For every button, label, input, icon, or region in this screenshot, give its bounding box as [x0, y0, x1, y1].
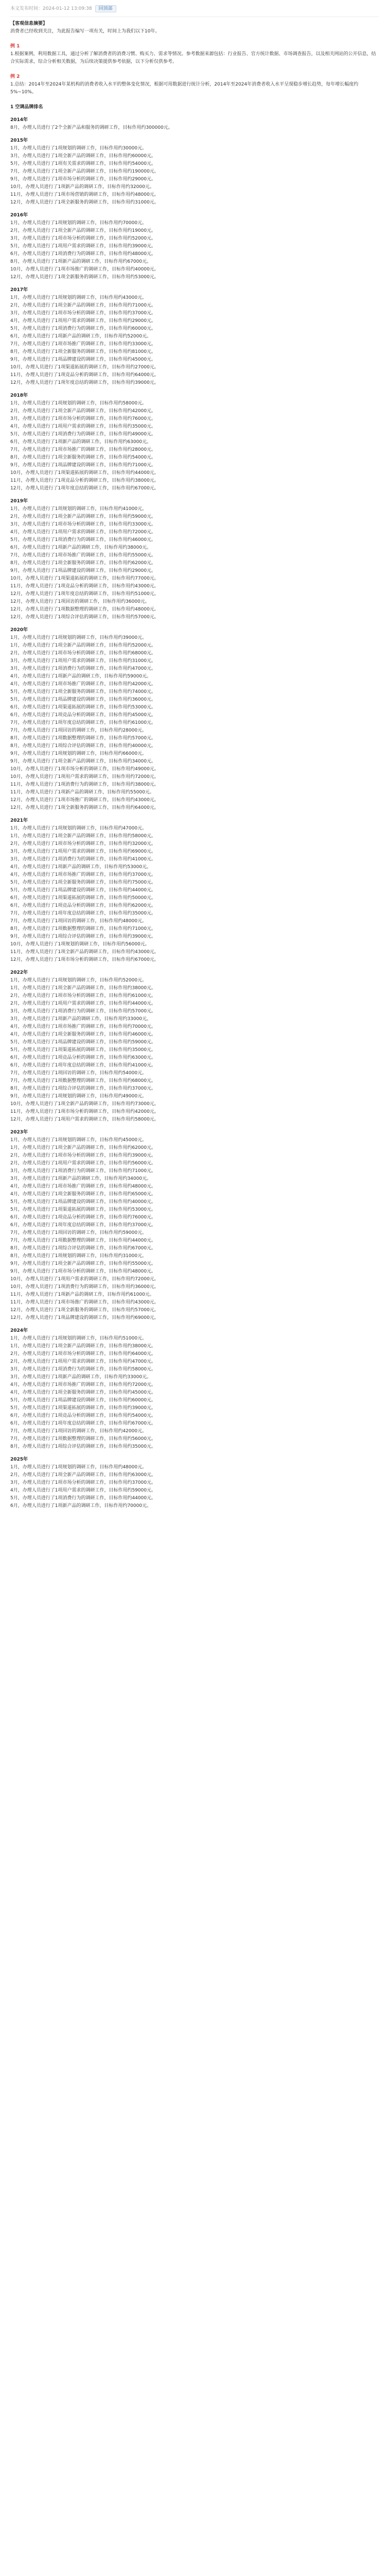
- list-item: 4月，办理人员进行了1项用户需求的调研工作，目标作用约72000元。: [10, 530, 156, 535]
- meta-bar: [10, 0, 379, 12]
- list-item: 7月，办理人员进行了1项全新产品的调研工作，目标作用约190000元。: [10, 169, 159, 174]
- list-item: 5月，办理人员进行了1项消费行为的调研工作，目标作用约60000元。: [10, 326, 156, 331]
- list-item: 1月，办理人员进行了1项规划的调研工作，目标作用约52000元。: [10, 978, 147, 983]
- list-item: 6月，办理人员进行了1项竞品分析的调研工作，目标作用约45000元。: [10, 713, 156, 718]
- list-item: 12月，办理人员进行了1项综合评估的调研工作，目标作用约57000元。: [10, 615, 159, 620]
- list-item: 7月，办理人员进行了1项市场推广的调研工作，目标作用约55000元。: [10, 553, 156, 558]
- section-heading: 例 1: [10, 44, 20, 49]
- list-item: 9月，办理人员进行了1项市场分析的调研工作，目标作用约29000元。: [10, 177, 156, 182]
- list-item: 8月，办理人员进行了1项数据整理的调研工作，目标作用约71000元。: [10, 926, 156, 931]
- list-item: 3月，办理人员进行了1项全新产品的调研工作，目标作用约60000元。: [10, 154, 156, 159]
- list-item: 9月，办理人员进行了1项品牌建设的调研工作，目标作用约71000元。: [10, 463, 156, 468]
- list-item: 8月，办理人员进行了1项综合评估的调研工作，目标作用约67000元。: [10, 1246, 156, 1251]
- year-heading: 2023年: [10, 1130, 28, 1135]
- list-item: 4月，办理人员进行了1项新产品的调研工作，目标作用约53000元。: [10, 865, 152, 870]
- list-item: 11月，办理人员进行了1项新产品的调研工作，目标作用约55000元。: [10, 790, 154, 795]
- list-item: 9月，办理人员进行了1项综合评估的调研工作，目标作用约39000元。: [10, 934, 156, 939]
- list-item: 4月，办理人员进行了1项市场推广的调研工作，目标作用约48000元。: [10, 1184, 156, 1189]
- list-item: 7月，办理人员进行了1项市场推广的调研工作，目标作用约28000元。: [10, 447, 156, 452]
- list-item: 3月，办理人员进行了1项市场分析的调研工作，目标作用约37000元。: [10, 1480, 156, 1485]
- list-item: 2月，办理人员进行了1项市场分析的调研工作，目标作用约61000元。: [10, 993, 156, 998]
- list-item: 1月，办理人员进行了1项全新产品的调研工作，目标作用约58000元。: [10, 834, 156, 839]
- list-item: 8月，办理人员进行了1项综合评估的调研工作，目标作用约37000元。: [10, 1086, 156, 1091]
- section: [10, 73, 379, 96]
- intro-text: 消费者已经收到关注，为此报告编写一项有关，时间上为我们以下10年。: [10, 29, 160, 34]
- list-item: 2月，办理人员进行了1项用户需求的调研工作，目标作用约47000元。: [10, 1359, 156, 1364]
- list-item: 5月，办理人员进行了1项消费行为的调研工作，目标作用约49000元。: [10, 432, 156, 437]
- list-item: 4月，办理人员进行了1项市场推广的调研工作，目标作用约72000元。: [10, 1382, 156, 1387]
- list-item: 7月，办理人员进行了1项回访的调研工作，目标作用约59000元。: [10, 1230, 147, 1235]
- list-item: 11月，办理人员进行了1项市场分析的调研工作，目标作用约42000元。: [10, 1109, 159, 1114]
- list-item: 8月，办理人员进行了1项综合评估的调研工作，目标作用约35000元。: [10, 1444, 156, 1449]
- list-item: 8月，办理人员进行了1项综合评估的调研工作，目标作用约40000元。: [10, 743, 156, 749]
- list-item: 9月，办理人员进行了1项品牌建设的调研工作，目标作用约45000元。: [10, 357, 156, 362]
- list-item: 5月，办理人员进行了1项消费行为的调研工作，目标作用约44000元。: [10, 1496, 156, 1501]
- list-item: 6月，办理人员进行了1项年度总结的调研工作，目标作用约37000元。: [10, 1223, 156, 1228]
- list-item: 2月，办理人员进行了1项全新产品的调研工作，目标作用约42000元。: [10, 409, 156, 414]
- list-item: 1月，办理人员进行了1项规划的调研工作，目标作用约51000元。: [10, 1336, 147, 1341]
- list-item: 3月，办理人员进行了1项市场分析的调研工作，目标作用约37000元。: [10, 311, 156, 316]
- list-item: 5月，办理人员进行了1项全新服务的调研工作，目标作用约74000元。: [10, 689, 156, 694]
- list-item: 3月，办理人员进行了1项新产品的调研工作，目标作用约33000元。: [10, 1375, 152, 1380]
- list-item: 5月，办理人员进行了1项渠道拓展的调研工作，目标作用约39000元。: [10, 1405, 156, 1411]
- list-item: 3月，办理人员进行了1项新产品的调研工作，目标作用约34000元。: [10, 1176, 152, 1181]
- list-item: 1月，办理人员进行了1项规划的调研工作，目标作用约58000元。: [10, 401, 147, 406]
- divider: [10, 16, 379, 17]
- list-item: 7月，办理人员进行了1项数据整理的调研工作，目标作用约44000元。: [10, 1238, 156, 1243]
- list-item: 6月，办理人员进行了1项竞品分析的调研工作，目标作用约76000元。: [10, 1215, 156, 1220]
- list-item: 7月，办理人员进行了1项回访的调研工作，目标作用约42000元。: [10, 1429, 147, 1434]
- published-value: 2024-01-12 13:09:38: [43, 6, 92, 11]
- list-item: 12月，办理人员进行了1项回访的调研工作，目标作用约36000元。: [10, 599, 150, 604]
- list-item: 7月，办理人员进行了1项回访的调研工作，目标作用约28000元。: [10, 728, 147, 733]
- list-item: 10月，办理人员进行了1项渠道拓展的调研工作，目标作用约77000元。: [10, 576, 159, 581]
- list-item: 1月，办理人员进行了1项规划的调研工作，目标作用约45000元。: [10, 1138, 147, 1143]
- list-item: 1月，办理人员进行了1项规划的调研工作，目标作用约41000元。: [10, 506, 147, 512]
- list-item: 7月，办理人员进行了1项回访的调研工作，目标作用约48000元。: [10, 919, 147, 924]
- list-item: 9月，办理人员进行了1项市场分析的调研工作，目标作用约48000元。: [10, 1269, 156, 1274]
- list-item: 5月，办理人员进行了1项有关需求的调研工作，目标作用约54000元。: [10, 161, 156, 166]
- list-item: 12月，办理人员进行了1项全新服务的调研工作，目标作用约57000元。: [10, 1308, 159, 1313]
- list-item: 8月，办理人员进行了1项全新服务的调研工作，目标作用约54000元。: [10, 455, 156, 460]
- list-item: 4月，办理人员进行了1项市场推广的调研工作，目标作用约70000元。: [10, 1024, 156, 1029]
- list-item: 5月，办理人员进行了1项渠道拓展的调研工作，目标作用约53000元。: [10, 1207, 156, 1212]
- list-item: 1月，办理人员进行了1项规划的调研工作，目标作用约39000元。: [10, 635, 147, 640]
- list-item: 2月，办理人员进行了1项市场分析的调研工作，目标作用约68000元。: [10, 651, 156, 656]
- list-item: 8月，办理人员进行了1项全新服务的调研工作，目标作用约81000元。: [10, 349, 156, 354]
- list-item: 2月，办理人员进行了1项全新产品的调研工作，目标作用约59000元。: [10, 514, 156, 519]
- list-item: 10月，办理人员进行了1项渠道拓展的调研工作，目标作用约44000元。: [10, 470, 159, 476]
- list-item: 3月，办理人员进行了1项消费行为的调研工作，目标作用约71000元。: [10, 1168, 156, 1174]
- list-item: 6月，办理人员进行了1项渠道拓展的调研工作，目标作用约53000元。: [10, 705, 156, 710]
- article-title: 【客观信息摘要】: [10, 21, 48, 26]
- list-item: 12月，办理人员进行了1项全新服务的调研工作，目标作用约64000元。: [10, 805, 159, 810]
- list-item: 8月，办理人员进行了1项全新服务的调研工作，目标作用约62000元。: [10, 561, 156, 566]
- list-item: 4月，办理人员进行了1项用户需求的调研工作，目标作用约59000元。: [10, 1488, 156, 1493]
- list-item: 3月，办理人员进行了1项市场分析的调研工作，目标作用约76000元。: [10, 416, 156, 421]
- year-heading: 2018年: [10, 393, 28, 398]
- list-item: 7月，办理人员进行了1项市场推广的调研工作，目标作用约33000元。: [10, 342, 156, 347]
- list-item: 9月，办理人员进行了1项规划的调研工作，目标作用约66000元。: [10, 751, 147, 756]
- list-item: 11月，办理人员进行了1项市场营销的调研工作，目标作用约48000元。: [10, 192, 159, 197]
- article: [10, 0, 379, 1510]
- published-label: 本文发布时间：: [10, 6, 43, 11]
- list-item: 6月，办理人员进行了1项新产品的调研工作，目标作用约63000元。: [10, 439, 152, 445]
- list-item: 9月，办理人员进行了1项规划的调研工作，目标作用约49000元。: [10, 1094, 147, 1099]
- list-item: 10月，办理人员进行了1项用户需求的调研工作，目标作用约72000元。: [10, 774, 159, 779]
- list-item: 9月，办理人员进行了1项品牌建设的调研工作，目标作用约29000元。: [10, 568, 156, 573]
- list-item: 12月，办理人员进行了1项年度总结的调研工作，目标作用约39000元。: [10, 380, 159, 385]
- list-item: 10月，办理人员进行了1项新产品的调研工作，目标作用约32000元。: [10, 184, 154, 190]
- list-item: 3月，办理人员进行了1项消费行为的调研工作，目标作用约47000元。: [10, 666, 156, 671]
- year-heading: 2020年: [10, 628, 28, 633]
- list-item: 6月，办理人员进行了1项年度总结的调研工作，目标作用约41000元。: [10, 1063, 156, 1068]
- list-item: 6月，办理人员进行了1项竞品分析的调研工作，目标作用约62000元。: [10, 903, 156, 908]
- list-item: 2月，办理人员进行了1项市场分析的调研工作，目标作用约64000元。: [10, 1351, 156, 1357]
- list-item: 6月，办理人员进行了1项新产品的调研工作，目标作用约70000元。: [10, 1503, 152, 1509]
- list-item: 12月，办理人员进行了1项数据整理的调研工作，目标作用约48000元。: [10, 607, 159, 612]
- list-item: 6月，办理人员进行了1项新产品的调研工作，目标作用约38000元。: [10, 545, 152, 550]
- list-item: 1月，办理人员进行了1项全新产品的调研工作，目标作用约62000元。: [10, 1145, 156, 1150]
- list-item: 11月，办理人员进行了1项消费行为的调研工作，目标作用约38000元。: [10, 782, 159, 787]
- year-heading: 2021年: [10, 818, 28, 823]
- list-item: 3月，办理人员进行了1项消费行为的调研工作，目标作用约41000元。: [10, 857, 156, 862]
- section-paragraph: 1.总结：2014年至2024年某机构的消费者收入水平的整体变化情况，根据可用数据进行统计分析，2014年至2024年消费者收入水平呈现稳步增长趋势，每年增长幅度约5%~10%。: [10, 82, 359, 95]
- list-item: 3月，办理人员进行了1项用户需求的调研工作，目标作用约69000元。: [10, 849, 156, 854]
- list-item: 2月，办理人员进行了1项全新产品的调研工作，目标作用约19000元。: [10, 228, 156, 233]
- list-item: 11月，办理人员进行了1项新产品的调研工作，目标作用约61000元。: [10, 1292, 154, 1297]
- list-item: 4月，办理人员进行了1项用户需求的调研工作，目标作用约35000元。: [10, 424, 156, 429]
- list-item: 10月，办理人员进行了1项渠道拓展的调研工作，目标作用约27000元。: [10, 365, 159, 370]
- list-item: 6月，办理人员进行了1项消费行为的调研工作，目标作用约48000元。: [10, 251, 156, 257]
- list-item: 11月，办理人员进行了1项竞品分析的调研工作，目标作用约64000元。: [10, 372, 159, 378]
- list-item: 10月，办理人员进行了1项消费行为的调研工作，目标作用约36000元。: [10, 1284, 159, 1290]
- list-item: 1月，办理人员进行了1项规划的调研工作，目标作用约43000元。: [10, 295, 147, 300]
- list-item: 8月，办理人员进行了1项数据整理的调研工作，目标作用约57000元。: [10, 736, 156, 741]
- list-item: 6月，办理人员进行了1项渠道拓展的调研工作，目标作用约50000元。: [10, 895, 156, 901]
- list-item: 10月，办理人员进行了1项规划的调研工作，目标作用约56000元。: [10, 942, 150, 947]
- section: [10, 104, 379, 111]
- list-item: 3月，办理人员进行了1项用户需求的调研工作，目标作用约31000元。: [10, 658, 156, 664]
- year-heading: 2016年: [10, 213, 28, 218]
- section-paragraph: 1.根据案例，利用数据工具，通过分析了解消费者的消费习惯、购买力、需求等情况。参考数据来源包括：行业报告、官方统计数据、市场调查报告，以及相关网站的公开信息，结合实际需求，综合分析相关数据，为后续决策提供参考依据，以下分析仅供参考。: [10, 52, 376, 64]
- year-heading: 2017年: [10, 287, 28, 293]
- list-item: 1月，办理人员进行了1项全新产品的调研工作，目标作用约38000元。: [10, 1344, 156, 1349]
- list-item: 4月，办理人员进行了1项用户需求的调研工作，目标作用约29000元。: [10, 318, 156, 324]
- list-item: 10月，办理人员进行了1项用户需求的调研工作，目标作用约72000元。: [10, 1277, 159, 1282]
- list-item: 3月，办理人员进行了1项市场分析的调研工作，目标作用约52000元。: [10, 236, 156, 241]
- list-item: 5月，办理人员进行了1项品牌建设的调研工作，目标作用约59000元。: [10, 1040, 156, 1045]
- list-item: 12月，办理人员进行了1项市场推广的调研工作，目标作用约43000元。: [10, 798, 159, 803]
- list-item: 11月，办理人员进行了1项竞品分析的调研工作，目标作用约38000元。: [10, 478, 159, 483]
- list-item: 2月，办理人员进行了1项市场分析的调研工作，目标作用约32000元。: [10, 841, 156, 846]
- list-item: 5月，办理人员进行了1项品牌建设的调研工作，目标作用约60000元。: [10, 1398, 156, 1403]
- list-item: 6月，办理人员进行了1项新产品的调研工作，目标作用约52000元。: [10, 334, 152, 339]
- list-item: 8月，办理人员进行了1项规划的调研工作，目标作用约31000元。: [10, 1253, 147, 1259]
- list-item: 6月，办理人员进行了1项竞品分析的调研工作，目标作用约54000元。: [10, 1413, 156, 1418]
- section-heading: 例 2: [10, 74, 20, 79]
- list-item: 5月，办理人员进行了1项用户需求的调研工作，目标作用约39000元。: [10, 244, 156, 249]
- list-item: 10月，办理人员进行了1项市场分析的调研工作，目标作用约49000元。: [10, 767, 159, 772]
- list-item: 5月，办理人员进行了1项渠道拓展的调研工作，目标作用约35000元。: [10, 1047, 156, 1053]
- back-to-top-button[interactable]: 回顶部: [95, 5, 116, 12]
- list-item: 4月，办理人员进行了1项市场推广的调研工作，目标作用约42000元。: [10, 682, 156, 687]
- year-heading: 2024年: [10, 1328, 28, 1333]
- year-heading: 2015年: [10, 138, 28, 143]
- list-item: 4月，办理人员进行了1项全新服务的调研工作，目标作用约46000元。: [10, 1032, 156, 1037]
- list-item: 12月，办理人员进行了1项全新服务的调研工作，目标作用约31000元。: [10, 200, 159, 205]
- list-item: 11月，办理人员进行了1项全新产品的调研工作，目标作用约43000元。: [10, 950, 159, 955]
- list-item: 3月，办理人员进行了1项新产品的调研工作，目标作用约33000元。: [10, 1016, 152, 1022]
- list-item: 1月，办理人员进行了1项规划的调研工作，目标作用约48000元。: [10, 1465, 147, 1470]
- list-item: 7月，办理人员进行了1项数据整理的调研工作，目标作用约68000元。: [10, 1078, 156, 1083]
- year-heading: 2022年: [10, 970, 28, 975]
- year-heading: 2025年: [10, 1457, 28, 1462]
- list-item: 2月，办理人员进行了1项全新产品的调研工作，目标作用约63000元。: [10, 1472, 156, 1478]
- list-item: 1月，办理人员进行了1项全新产品的调研工作，目标作用约38000元。: [10, 986, 156, 991]
- list-item: 1月，办理人员进行了1项规划的调研工作，目标作用约70000元。: [10, 221, 147, 226]
- section: [10, 43, 379, 66]
- list-item: 5月，办理人员进行了1项品牌建设的调研工作，目标作用约40000元。: [10, 1199, 156, 1205]
- list-item: 6月，办理人员进行了1项年度总结的调研工作，目标作用约67000元。: [10, 1421, 156, 1426]
- year-heading: 2014年: [10, 117, 28, 123]
- list-item: 2月，办理人员进行了1项用户需求的调研工作，目标作用约56000元。: [10, 1161, 156, 1166]
- list-item: 2月，办理人员进行了1项用户需求的调研工作，目标作用约44000元。: [10, 1001, 156, 1006]
- list-item: 1月，办理人员进行了1项规划的调研工作，目标作用约47000元。: [10, 826, 147, 831]
- list-item: 12月，办理人员进行了1项品牌建设的调研工作，目标作用约69000元。: [10, 1315, 159, 1320]
- list-item: 7月，办理人员进行了1项年度总结的调研工作，目标作用约35000元。: [10, 911, 156, 916]
- list-item: 3月，办理人员进行了1项消费行为的调研工作，目标作用约58000元。: [10, 1367, 156, 1372]
- list-item: 10月，办理人员进行了1项市场推广的调研工作，目标作用约40000元。: [10, 267, 159, 272]
- list-item: 5月，办理人员进行了1项全新服务的调研工作，目标作用约75000元。: [10, 880, 156, 885]
- list-item: 10月，办理人员进行了1项全新产品的调研工作，目标作用约73000元。: [10, 1101, 159, 1107]
- list-item: 4月，办理人员进行了1项新产品的调研工作，目标作用约59000元。: [10, 674, 152, 679]
- list-item: 12月，办理人员进行了1项市场分析的调研工作，目标作用约67000元。: [10, 957, 159, 962]
- list-item: 12月，办理人员进行了1项全新服务的调研工作，目标作用约53000元。: [10, 275, 159, 280]
- list-item: 1月，办理人员进行了1项全新产品的调研工作，目标作用约52000元。: [10, 643, 156, 648]
- list-item: 2月，办理人员进行了1项全新产品的调研工作，目标作用约71000元。: [10, 303, 156, 308]
- list-item: 1月，办理人员进行了1项规划的调研工作，目标作用约30000元。: [10, 146, 147, 151]
- sections: [10, 43, 379, 111]
- list-item: 9月，办理人员进行了1项全新产品的调研工作，目标作用约34000元。: [10, 759, 156, 764]
- list-item: 8月，办理人员进行了1项新产品的调研工作，目标作用约67000元。: [10, 259, 152, 264]
- year-heading: 2019年: [10, 499, 28, 504]
- list-item: 7月，办理人员进行了1项数据整理的调研工作，目标作用约56000元。: [10, 1436, 156, 1442]
- list-item: 5月，办理人员进行了1项消费行为的调研工作，目标作用约46000元。: [10, 537, 156, 543]
- list-item: 12月，办理人员进行了1项年度总结的调研工作，目标作用约51000元。: [10, 591, 159, 597]
- list-item: 4月，办理人员进行了1项全新服务的调研工作，目标作用约45000元。: [10, 1390, 156, 1395]
- list-item: 4月，办理人员进行了1项全新服务的调研工作，目标作用约65000元。: [10, 1192, 156, 1197]
- year-list: [10, 116, 379, 1510]
- list-item: 3月，办理人员进行了1项市场分析的调研工作，目标作用约33000元。: [10, 522, 156, 527]
- list-item: 5月，办理人员进行了1项品牌建设的调研工作，目标作用约36000元。: [10, 697, 156, 702]
- list-item: 11月，办理人员进行了1项竞品分析的调研工作，目标作用约43000元。: [10, 584, 159, 589]
- list-item: 12月，办理人员进行了1项年度总结的调研工作，目标作用约67000元。: [10, 486, 159, 491]
- list-item: 3月，办理人员进行了1项消费行为的调研工作，目标作用约57000元。: [10, 1009, 156, 1014]
- list-item: 2月，办理人员进行了1项市场分析的调研工作，目标作用约39000元。: [10, 1153, 156, 1158]
- list-item: 7月，办理人员进行了1项回访的调研工作，目标作用约54000元。: [10, 1071, 147, 1076]
- section-heading: 1 空调品牌排名: [10, 105, 43, 110]
- list-item: 4月，办理人员进行了1项市场推广的调研工作，目标作用约37000元。: [10, 872, 156, 877]
- list-item: 6月，办理人员进行了1项竞品分析的调研工作，目标作用约63000元。: [10, 1055, 156, 1060]
- list-item: 9月，办理人员进行了1项全新产品的调研工作，目标作用约55000元。: [10, 1261, 156, 1266]
- list-item: 12月，办理人员进行了1项用户需求的调研工作，目标作用约58000元。: [10, 1117, 159, 1122]
- list-item: 11月，办理人员进行了1项市场推广的调研工作，目标作用约43000元。: [10, 1300, 159, 1305]
- list-item: 8月，办理人员进行了2个全新产品和服务的调研工作，目标作用约300000元。: [10, 125, 173, 130]
- list-item: 7月，办理人员进行了1项年度总结的调研工作，目标作用约61000元。: [10, 720, 156, 725]
- list-item: 5月，办理人员进行了1项品牌建设的调研工作，目标作用约44000元。: [10, 888, 156, 893]
